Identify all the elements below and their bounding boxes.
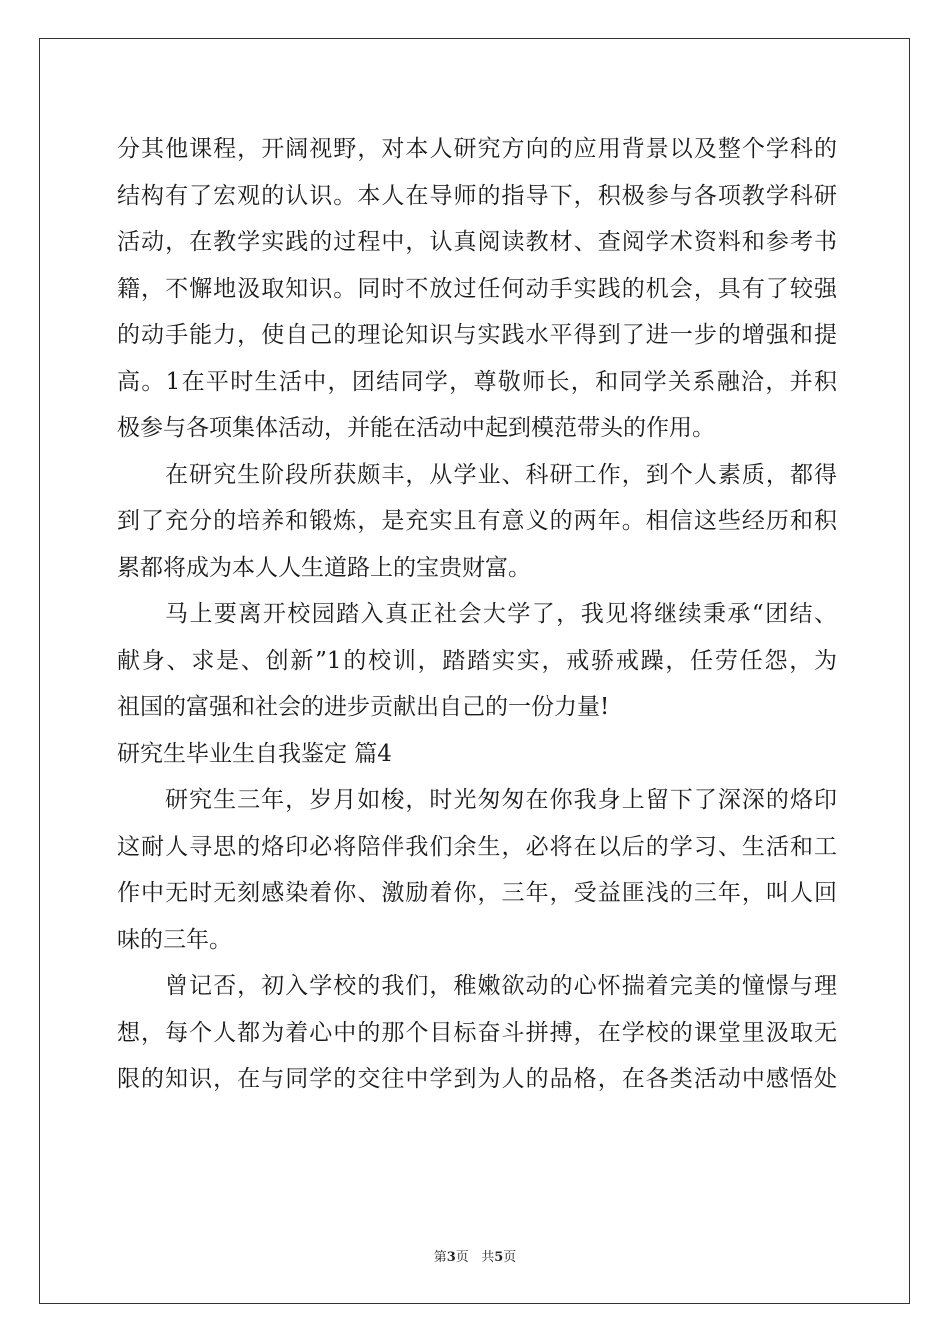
text-line: 曾记否，初入学校的我们，稚嫩欲动的心怀揣着完美的憧憬与理 — [165, 973, 837, 999]
paragraph — [117, 963, 837, 1103]
footer-middle: 页 共 — [455, 1250, 495, 1265]
paragraph — [117, 126, 837, 452]
text-line: 这耐人寻思的烙印必将陪伴我们余生，必将在以后的学习、生活和工 — [117, 833, 837, 860]
text-line: 籍，不懈地汲取知识。同时不放过任何动手实践的机会，具有了较强 — [117, 275, 837, 302]
footer-prefix: 第 — [433, 1250, 447, 1265]
text-line: 极参与各项集体活动，并能在活动中起到模范带头的作用。 — [117, 415, 715, 441]
current-page-number: 3 — [446, 1250, 456, 1265]
paragraph — [117, 591, 837, 731]
footer-suffix: 页 — [503, 1250, 517, 1265]
text-line: 在研究生阶段所获颇丰，从学业、科研工作，到个人素质，都得 — [165, 461, 837, 488]
text-line: 作中无时无刻感染着你、激励着你，三年，受益匪浅的三年，叫人回 — [117, 880, 837, 906]
paragraph — [117, 452, 837, 592]
text-line: 高。1在平时生活中，团结同学，尊敬师长，和同学关系融洽，并积 — [117, 368, 837, 395]
text-line: 马上要离开校园踏入真正社会大学了，我见将继续秉承“团结、 — [165, 601, 837, 627]
section-heading: 研究生毕业生自我鉴定 篇4 — [117, 740, 392, 767]
text-line: 限的知识，在与同学的交往中学到为人的品格，在各类活动中感悟处 — [117, 1066, 837, 1092]
text-line: 分其他课程，开阔视野，对本人研究方向的应用背景以及整个学科的 — [117, 136, 837, 162]
text-line: 活动，在教学实践的过程中，认真阅读教材、查阅学术资料和参考书 — [117, 229, 837, 255]
text-line: 想，每个人都为着心中的那个目标奋斗拼搏，在学校的课堂里汲取无 — [117, 1019, 837, 1046]
text-line: 累都将成为本人人生道路上的宝贵财富。 — [117, 554, 531, 581]
document-body — [117, 126, 837, 1103]
total-pages-number: 5 — [494, 1250, 504, 1265]
text-line: 到了充分的培养和锻炼，是充实且有意义的两年。相信这些经历和积 — [117, 508, 837, 534]
text-line: 研究生三年，岁月如梭，时光匆匆在你我身上留下了深深的烙印 — [165, 787, 837, 813]
paragraph — [117, 777, 837, 963]
page-footer — [0, 1246, 950, 1265]
text-line: 结构有了宏观的认识。本人在导师的指导下，积极参与各项教学科研 — [117, 182, 837, 209]
text-line: 献身、求是、创新”1的校训，踏踏实实，戒骄戒躁，任劳任怨，为 — [117, 647, 837, 674]
text-line: 祖国的富强和社会的进步贡献出自己的一份力量! — [117, 694, 610, 720]
text-line: 的动手能力，使自己的理论知识与实践水平得到了进一步的增强和提 — [117, 322, 837, 348]
text-line: 味的三年。 — [117, 926, 232, 953]
